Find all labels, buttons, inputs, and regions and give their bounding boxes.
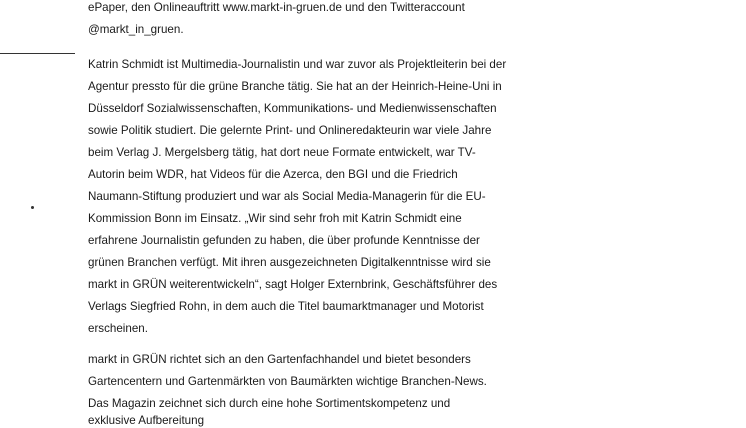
text-line: @markt_in_gruen. <box>88 23 184 36</box>
text-line: Naumann-Stiftung produziert und war als Social Media-Managerin für die EU- <box>88 190 486 203</box>
text-line: markt in GRÜN weiterentwickeln“, sagt Holger Externbrink, Geschäftsführer des <box>88 278 498 291</box>
text-line: ePaper, den Onlineauftritt www.markt-in-gruen.de und den Twitteraccount <box>88 1 465 14</box>
text-line: erscheinen. <box>88 322 148 335</box>
section-divider <box>0 53 75 54</box>
text-line: exklusive Aufbereitung <box>88 414 205 427</box>
text-line: sowie Politik studiert. Die gelernte Print- und Onlineredakteurin war viele Jahre <box>88 124 492 137</box>
text-line: Kommission Bonn im Einsatz. „Wir sind sehr froh mit Katrin Schmidt eine <box>88 212 462 225</box>
text-line: Düsseldorf Sozialwissenschaften, Kommunikations- und Medienwissenschaften <box>88 102 497 115</box>
bullet-dot <box>31 206 34 209</box>
text-line: markt in GRÜN richtet sich an den Gartenfachhandel und bietet besonders <box>88 353 471 366</box>
text-line: Das Magazin zeichnet sich durch eine hohe Sortimentskompetenz und <box>88 397 451 410</box>
text-line: grünen Branchen verfügt. Mit ihren ausgezeichneten Digitalkenntnisse wird sie <box>88 256 491 269</box>
text-line: Autorin beim WDR, hat Videos für die Azerca, den BGI und die Friedrich <box>88 168 458 181</box>
text-line: Verlags Siegfried Rohn, in dem auch die Titel baumarktmanager und Motorist <box>88 300 484 313</box>
text-line: Agentur pressto für die grüne Branche tätig. Sie hat an der Heinrich-Heine-Uni in <box>88 80 502 93</box>
text-line: Gartencentern und Gartenmärkten von Baumärkten wichtige Branchen-News. <box>88 375 487 388</box>
text-line: erfahrene Journalistin gefunden zu haben, die über profunde Kenntnisse der <box>88 234 480 247</box>
text-line: Katrin Schmidt ist Multimedia-Journalistin und war zuvor als Projektleiterin bei der <box>88 58 507 71</box>
text-line: beim Verlag J. Mergelsberg tätig, hat dort neue Formate entwickelt, war TV- <box>88 146 476 159</box>
